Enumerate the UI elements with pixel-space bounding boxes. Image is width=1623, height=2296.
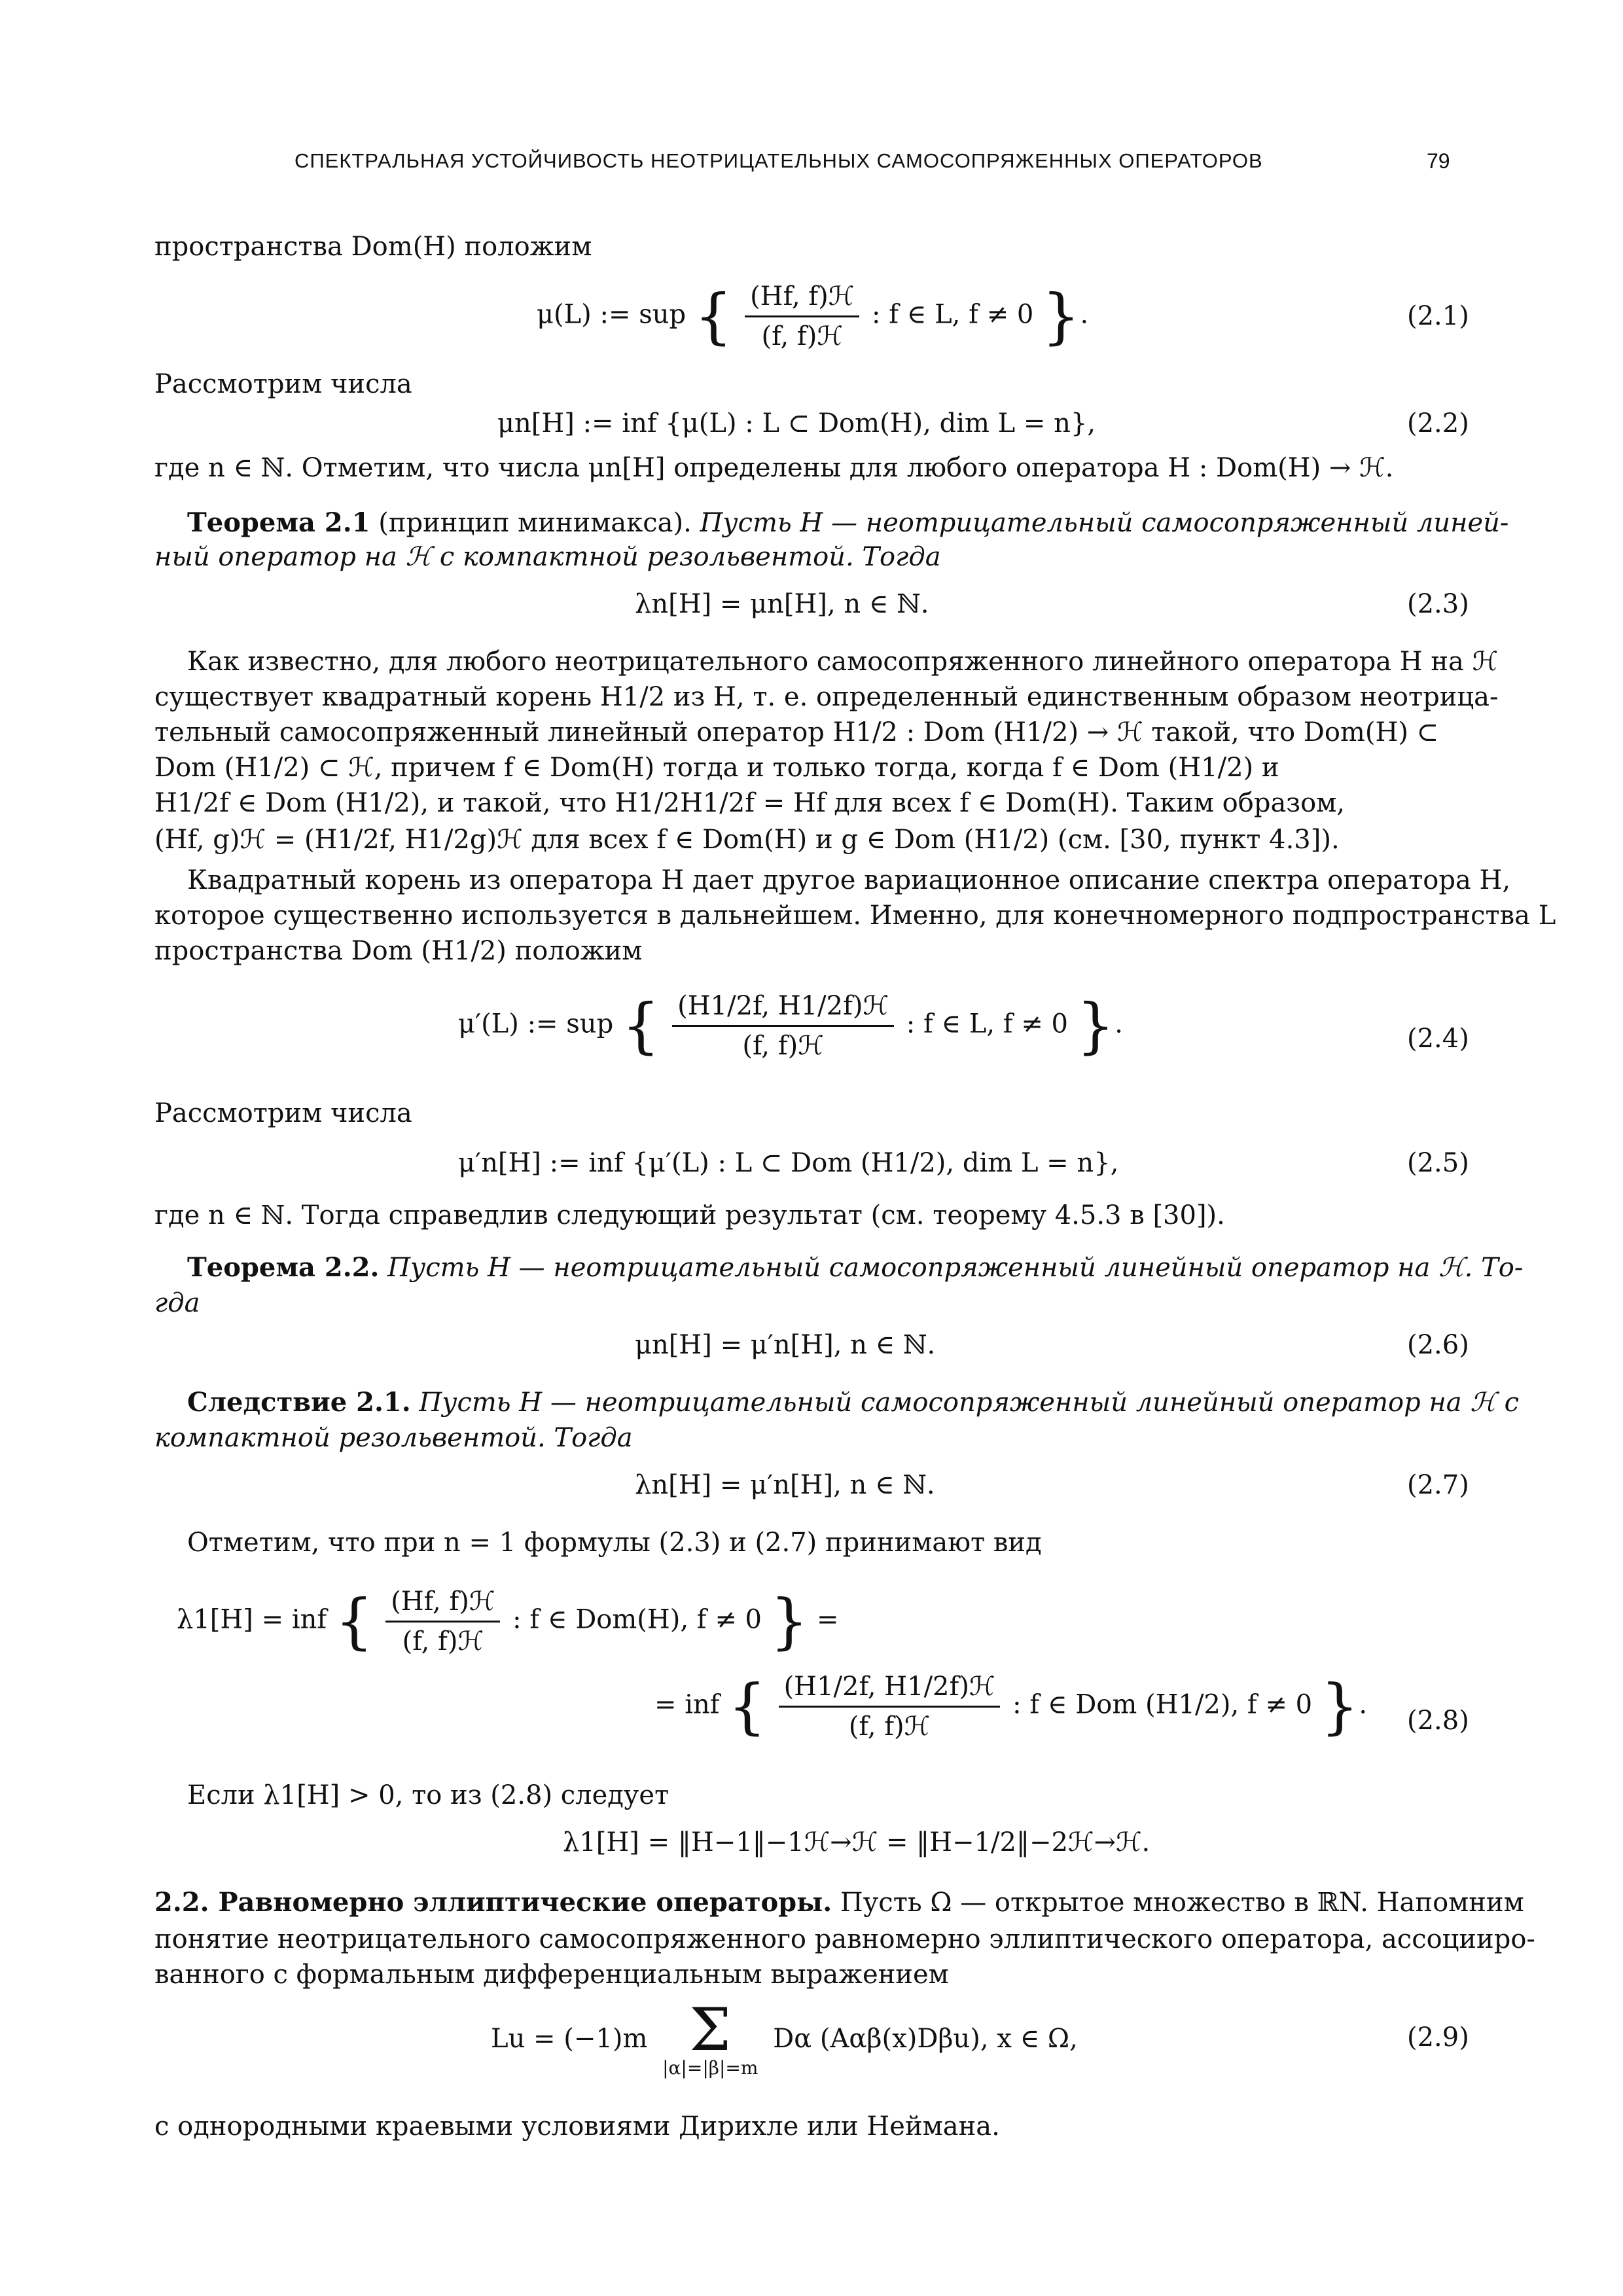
theorem-title: Теорема 2.2. [187,1252,380,1283]
text-line: где n ∈ ℕ. Отметим, что числа μn[H] определены для любого оператора H : Dom(H) → ℋ. [154,453,1394,483]
corollary-text: Пусть H — неотрицательный самосопряженный линейный оператор на ℋ с [410,1388,1519,1418]
text-line: пространства Dom(H) положим [154,232,592,262]
text-line: пространства Dom (H1/2) положим [154,936,643,966]
equation-number: (2.5) [1407,1148,1469,1178]
text-line: которое существенно используется в дальнейшем. Именно, для конечномерного подпространства L [154,901,1556,931]
equation-2-4: μ′(L) := sup { $\frac{\text{(H1/2f, H1/2f)ℋ}}{\text{(f, f)ℋ}}$ : f ∈ L, f ≠ 0 }. [458,990,1123,1061]
numerator: (H1/2f, H1/2f)ℋ [672,990,894,1027]
section-title: 2.2. Равномерно эллиптические операторы. [154,1887,832,1918]
equation-number: (2.2) [1407,408,1469,439]
fraction [672,990,894,1062]
text-line: Отметим, что при n = 1 формулы (2.3) и (2.7) принимают вид [187,1528,1042,1558]
brace: { [728,1671,766,1742]
denominator: (f, f)ℋ [848,1712,931,1742]
brace: } [770,1586,809,1657]
sum-symbol: Σ [689,1996,732,2064]
theorem-name: (принцип минимакса). [370,508,700,538]
brace: { [334,1586,374,1657]
text-line: ванного с формальным дифференциальным выражением [154,1960,949,1990]
text-line: с однородными краевыми условиями Дирихле или Неймана. [154,2111,1000,2142]
theorem-text: Пусть H — неотрицательный самосопряженный линейный оператор на ℋ. То- [379,1253,1524,1283]
theorem-title: Теорема 2.1 [187,507,370,538]
section-2-2-line [154,1886,1524,1919]
brace: } [1042,281,1080,351]
corollary-title: Следствие 2.1. [187,1387,411,1418]
brace: { [694,281,733,351]
text-line: Квадратный корень из оператора H дает другое вариационное описание спектра оператора H, [187,865,1511,895]
corollary-2-1-line [187,1386,1519,1419]
equation-number: (2.3) [1407,589,1469,619]
equation-number: (2.8) [1407,1706,1469,1736]
numerator: (H1/2f, H1/2f)ℋ [779,1670,1001,1708]
denominator: (f, f)ℋ [742,1031,824,1061]
summation [662,1996,758,2079]
equation-2-1: μ(L) := sup { $\frac{\text{(Hf, f)ℋ}}{\text{(f, f)ℋ}}$ : f ∈ L, f ≠ 0 }. [537,281,1089,351]
text-line: (Hf, g)ℋ = (H1/2f, H1/2g)ℋ для всех f ∈ Dom(H) и g ∈ Dom (H1/2) (см. [30, пункт 4.3]). [154,825,1340,855]
running-title: СПЕКТРАЛЬНАЯ УСТОЙЧИВОСТЬ НЕОТРИЦАТЕЛЬНЫХ САМОСОПРЯЖЕННЫХ ОПЕРАТОРОВ [294,149,1263,172]
fraction [385,1585,500,1658]
text-line: H1/2f ∈ Dom (H1/2), и такой, что H1/2H1/2f = Hf для всех f ∈ Dom(H). Таким образом, [154,788,1346,818]
equation-number: (2.4) [1407,1024,1469,1054]
eq-lhs: = inf [654,1689,720,1720]
fraction [779,1670,1001,1743]
section-text: Пусть Ω — открытое множество в ℝN. Напомним [832,1888,1524,1918]
corollary-text: компактной резольвентой. Тогда [154,1423,633,1453]
sum-limits: |α|=|β|=m [662,2057,758,2079]
text-line: Если λ1[H] > 0, то из (2.8) следует [187,1780,669,1810]
brace: } [1076,990,1115,1061]
eq-lhs: Lu = (−1)m [491,2024,648,2054]
equation-2-8-line-1: λ1[H] = inf { $\frac{\text{(Hf, f)ℋ}}{\text{(f, f)ℋ}}$ : f ∈ Dom(H), f ≠ 0 } = [177,1586,839,1657]
theorem-text: ный оператор на ℋ с компактной резольвентой. Тогда [154,542,941,572]
equation-number: (2.7) [1407,1470,1469,1500]
theorem-text: Пусть H — неотрицательный самосопряженный линей- [700,508,1509,538]
text-line: Dom (H1/2) ⊂ ℋ, причем f ∈ Dom(H) тогда и только тогда, когда f ∈ Dom (H1/2) и [154,753,1279,783]
eq-lhs: λ1[H] = inf [177,1604,327,1635]
equation-2-6: μn[H] = μ′n[H], n ∈ ℕ. [635,1330,936,1360]
denominator: (f, f)ℋ [402,1626,484,1657]
equation-number: (2.6) [1407,1330,1469,1360]
eq-condition: : f ∈ L, f ≠ 0 [906,1009,1068,1039]
brace: { [621,990,660,1061]
text-line: где n ∈ ℕ. Тогда справедлив следующий результат (см. теорему 4.5.3 в [30]). [154,1200,1225,1230]
denominator: (f, f)ℋ [761,321,843,351]
equation-2-3: λn[H] = μn[H], n ∈ ℕ. [635,589,929,619]
equation-2-8-line-2: = inf { $\frac{\text{(H1/2f, H1/2f)ℋ}}{\text{(f, f)ℋ}}$ : f ∈ Dom (H1/2), f ≠ 0 }. [654,1671,1368,1742]
equation-number: (2.1) [1407,301,1469,331]
equation-2-2: μn[H] := inf {μ(L) : L ⊂ Dom(H), dim L = n}, [497,408,1096,439]
eq-lhs: μ′(L) := sup [458,1009,614,1039]
text-line: существует квадратный корень H1/2 из H, т. е. определенный единственным образом неотрица- [154,682,1499,712]
text-line: Рассмотрим числа [154,369,412,399]
eq-condition: : f ∈ L, f ≠ 0 [872,299,1034,330]
numerator: (Hf, f)ℋ [385,1585,500,1623]
theorem-2-2-line [187,1251,1524,1284]
theorem-2-1-line [187,507,1509,539]
text-line: Как известно, для любого неотрицательного самосопряженного линейного оператора H на ℋ [187,647,1499,677]
text-line: Рассмотрим числа [154,1098,412,1128]
page-number: 79 [1427,149,1450,173]
eq-condition: : f ∈ Dom(H), f ≠ 0 [512,1604,762,1635]
text-line: понятие неотрицательного самосопряженного равномерно эллиптического оператора, ассоцииро- [154,1924,1535,1954]
eq-rhs: Dα (Aαβ(x)Dβu), x ∈ Ω, [773,2024,1078,2054]
fraction [745,280,859,353]
equation-2-9 [491,1996,1078,2079]
equation-2-5: μ′n[H] := inf {μ′(L) : L ⊂ Dom (H1/2), dim L = n}, [458,1148,1119,1178]
equation-unnumbered: λ1[H] = ‖H−1‖−1ℋ→ℋ = ‖H−1/2‖−2ℋ→ℋ. [563,1827,1150,1857]
text-line: тельный самосопряженный линейный оператор H1/2 : Dom (H1/2) → ℋ такой, что Dom(H) ⊂ [154,717,1439,747]
eq-condition: : f ∈ Dom (H1/2), f ≠ 0 [1012,1689,1313,1720]
eq-lhs: μ(L) := sup [537,299,687,330]
theorem-text: гда [154,1288,200,1318]
brace: } [1320,1671,1359,1742]
equation-number: (2.9) [1407,2022,1469,2053]
equation-2-7: λn[H] = μ′n[H], n ∈ ℕ. [635,1470,935,1500]
numerator: (Hf, f)ℋ [745,280,859,317]
